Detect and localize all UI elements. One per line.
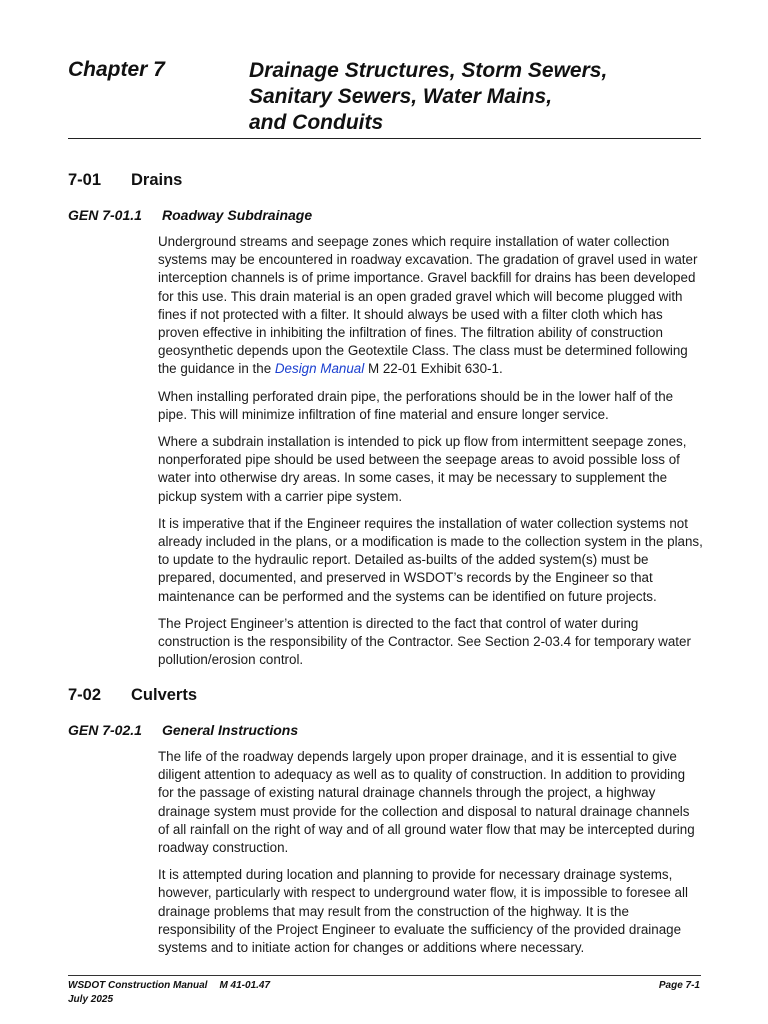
footer-manual-name: WSDOT Construction Manual [68, 980, 208, 991]
chapter-title [249, 58, 699, 136]
subsection-title: General Instructions [162, 722, 299, 738]
footer-manual-number: M 41-01.47 [219, 980, 271, 991]
chapter-title-line-1: Drainage Structures, Storm Sewers, [249, 59, 608, 82]
paragraph: It is imperative that if the Engineer requires the installation of water collection systems not already included in the plans, or a modification is made to the collection system in the plans, to update to the hydraulic report. Detailed as-builts of the added system(s) must be prepared, documented, and preserved in WSDOT’s records by the Engineer so that maintenance can be performed and the systems can be identified on future projects. [158, 515, 703, 604]
subsection-heading-roadway-subdrainage [68, 207, 312, 223]
design-manual-link[interactable]: Design Manual [274, 361, 365, 377]
paragraph: The Project Engineer’s attention is directed to the fact that control of water during construction is the responsibility of the Contractor. See Section 2-03.4 for temporary water pollution/erosion control. [158, 615, 691, 668]
general-instructions-body [158, 748, 703, 966]
section-heading-drains [68, 171, 182, 190]
footer-manual [68, 980, 270, 991]
section-heading-culverts [68, 686, 197, 705]
footer-date: July 2025 [68, 994, 114, 1005]
subdrainage-body [158, 233, 703, 678]
chapter-title-line-2: Sanitary Sewers, Water Mains, [249, 85, 553, 108]
section-title: Culverts [131, 686, 198, 704]
paragraph: The life of the roadway depends largely upon proper drainage, and it is essential to give diligent attention to adequacy as well as to quality of construction. In addition to providing for the passage of existing natural drainage channels through the project, a highway drainage system must provide for the collection and disposal to natural drainage channels of all rainfall on the right of way and of all ground water flow that may be intercepted during roadway construction. [158, 749, 695, 856]
paragraph: Where a subdrain installation is intended to pick up flow from intermittent seepage zones, nonperforated pipe should be used between the seepage areas to avoid possible loss of water into otherwise dry areas. In some cases, it may be necessary to supplement the pickup system with a carrier pipe system. [158, 434, 687, 504]
section-title: Drains [131, 171, 183, 189]
section-number: 7-02 [68, 686, 102, 704]
chapter-number: Chapter 7 [68, 58, 165, 81]
subsection-number: GEN 7-01.1 [68, 207, 142, 223]
subsection-heading-general-instructions [68, 722, 298, 738]
paragraph: When installing perforated drain pipe, the perforations should be in the lower half of the pipe. This will minimize infiltration of fine material and ensure longer service. [158, 388, 674, 422]
section-number: 7-01 [68, 171, 102, 189]
chapter-title-line-3: and Conduits [249, 111, 384, 134]
subsection-number: GEN 7-02.1 [68, 722, 142, 738]
chapter-divider [68, 138, 701, 139]
footer-divider [68, 975, 701, 976]
footer-page-number: Page 7-1 [658, 980, 700, 991]
paragraph: It is attempted during location and planning to provide for necessary drainage systems, however, particularly with respect to underground water flow, it is impossible to foresee all drainage problems that may result from the construction of the highway. It is the responsibility of the Project Engineer to evaluate the sufficiency of the provided drainage systems and to initiate action for changes or additions where necessary. [158, 867, 688, 956]
paragraph: Underground streams and seepage zones which require installation of water collection systems may be encountered in roadway excavation. The gradation of gravel used in water interception channels is of prime importance. Gravel backfill for drains has been developed for this use. This drain material is an open graded gravel which will become plugged with fines if not protected with a filter. It should always be used with a filter cloth which has proven effective in inhibiting the infiltration of fines. The filtration ability of construction geosynthetic depends upon the Geotextile Class. The class must be determined following the guidance in the Design Manual M 22-01 Exhibit 630-1. [158, 234, 698, 377]
subsection-title: Roadway Subdrainage [162, 207, 313, 223]
